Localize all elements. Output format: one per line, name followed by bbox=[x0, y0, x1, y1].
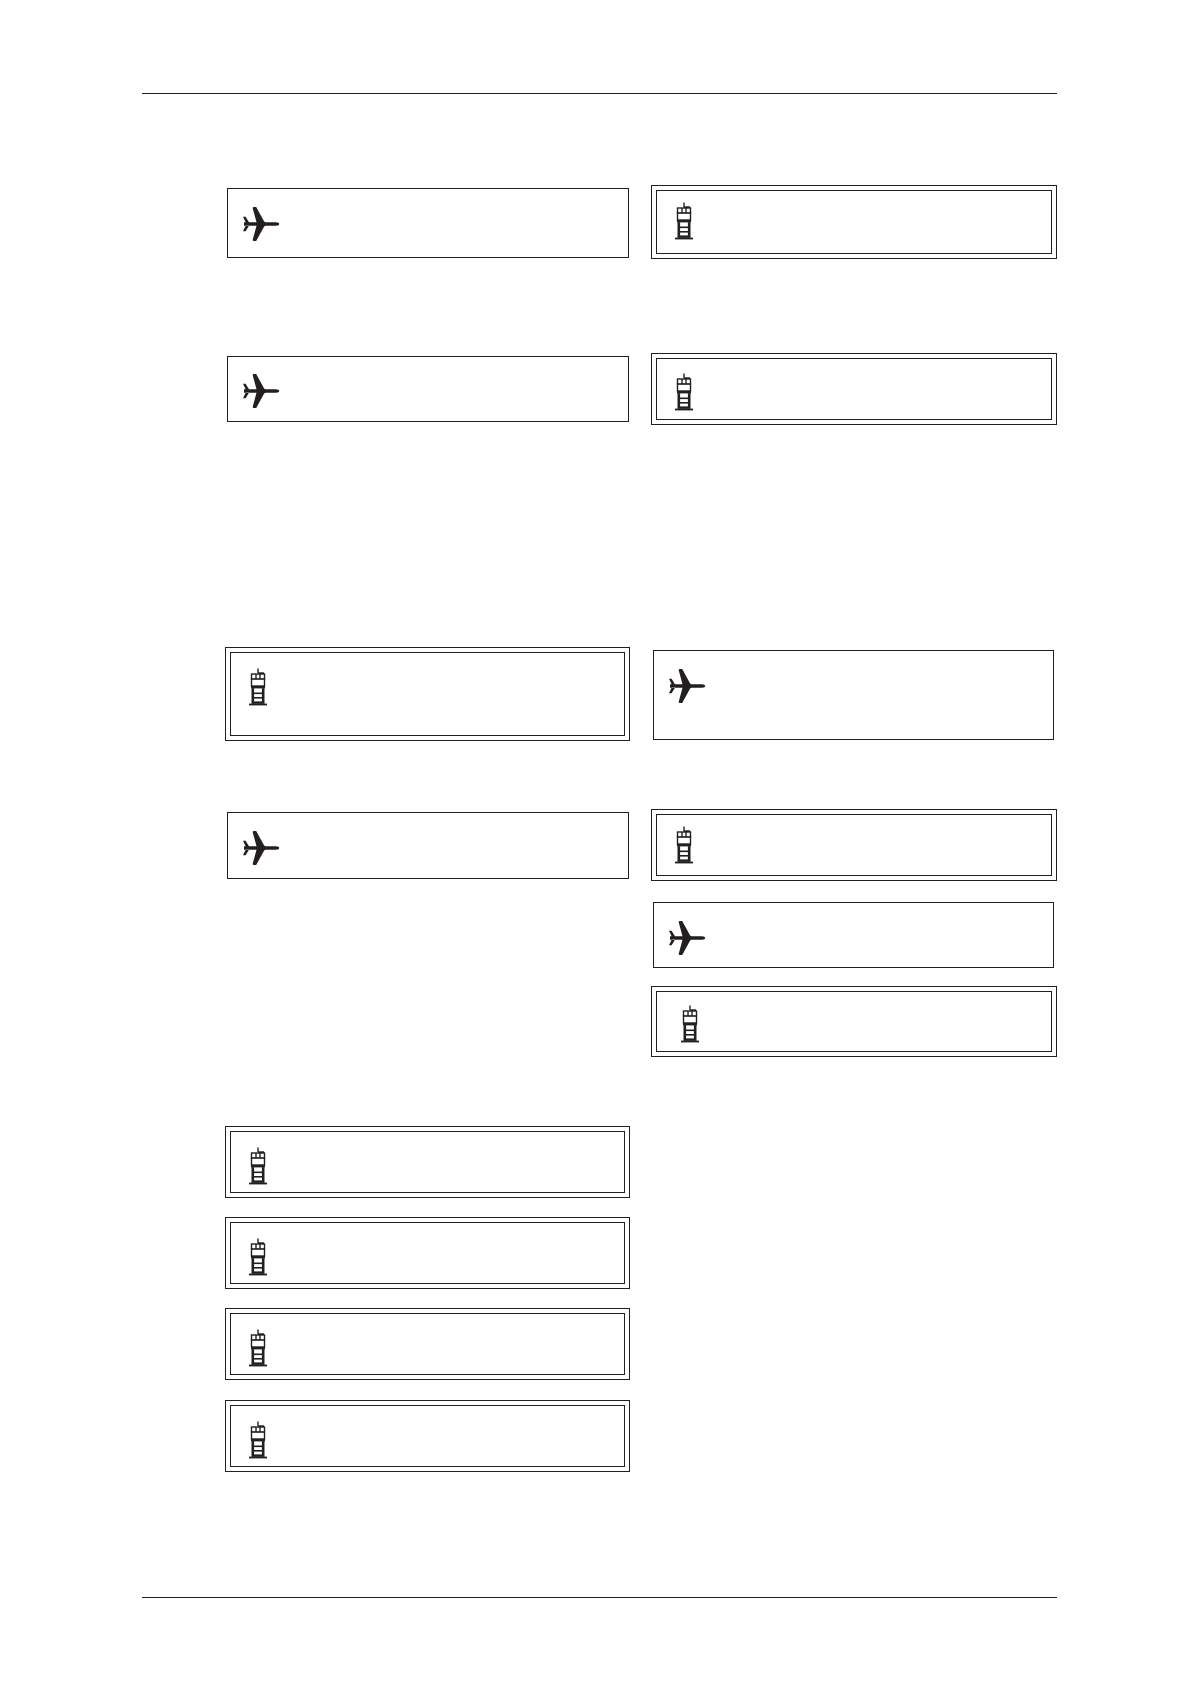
aircraft-station-box bbox=[227, 356, 629, 422]
airplane-icon bbox=[668, 664, 706, 708]
ground-station-box bbox=[225, 1217, 630, 1289]
ground-station-box bbox=[651, 986, 1057, 1057]
ground-station-box bbox=[225, 647, 630, 741]
airplane-icon bbox=[242, 826, 280, 870]
control-tower-icon bbox=[674, 373, 694, 413]
aircraft-station-box bbox=[653, 650, 1054, 740]
control-tower-icon bbox=[680, 1005, 700, 1045]
control-tower-icon bbox=[248, 1329, 268, 1369]
control-tower-icon bbox=[674, 826, 694, 866]
footer-rule bbox=[142, 1597, 1057, 1598]
ground-station-box bbox=[651, 185, 1057, 259]
ground-station-box bbox=[651, 353, 1057, 425]
control-tower-icon bbox=[248, 1421, 268, 1461]
control-tower-icon bbox=[248, 1147, 268, 1187]
control-tower-icon bbox=[674, 202, 694, 242]
airplane-icon bbox=[668, 916, 706, 960]
aircraft-station-box bbox=[227, 812, 629, 879]
control-tower-icon bbox=[248, 668, 268, 708]
airplane-icon bbox=[242, 369, 280, 413]
ground-station-box bbox=[225, 1400, 630, 1472]
control-tower-icon bbox=[248, 1238, 268, 1278]
header-rule bbox=[142, 93, 1057, 94]
ground-station-box bbox=[225, 1126, 630, 1198]
airplane-icon bbox=[242, 202, 280, 246]
aircraft-station-box bbox=[653, 902, 1054, 968]
ground-station-box bbox=[225, 1308, 630, 1380]
aircraft-station-box bbox=[227, 188, 629, 258]
ground-station-box bbox=[651, 809, 1057, 881]
